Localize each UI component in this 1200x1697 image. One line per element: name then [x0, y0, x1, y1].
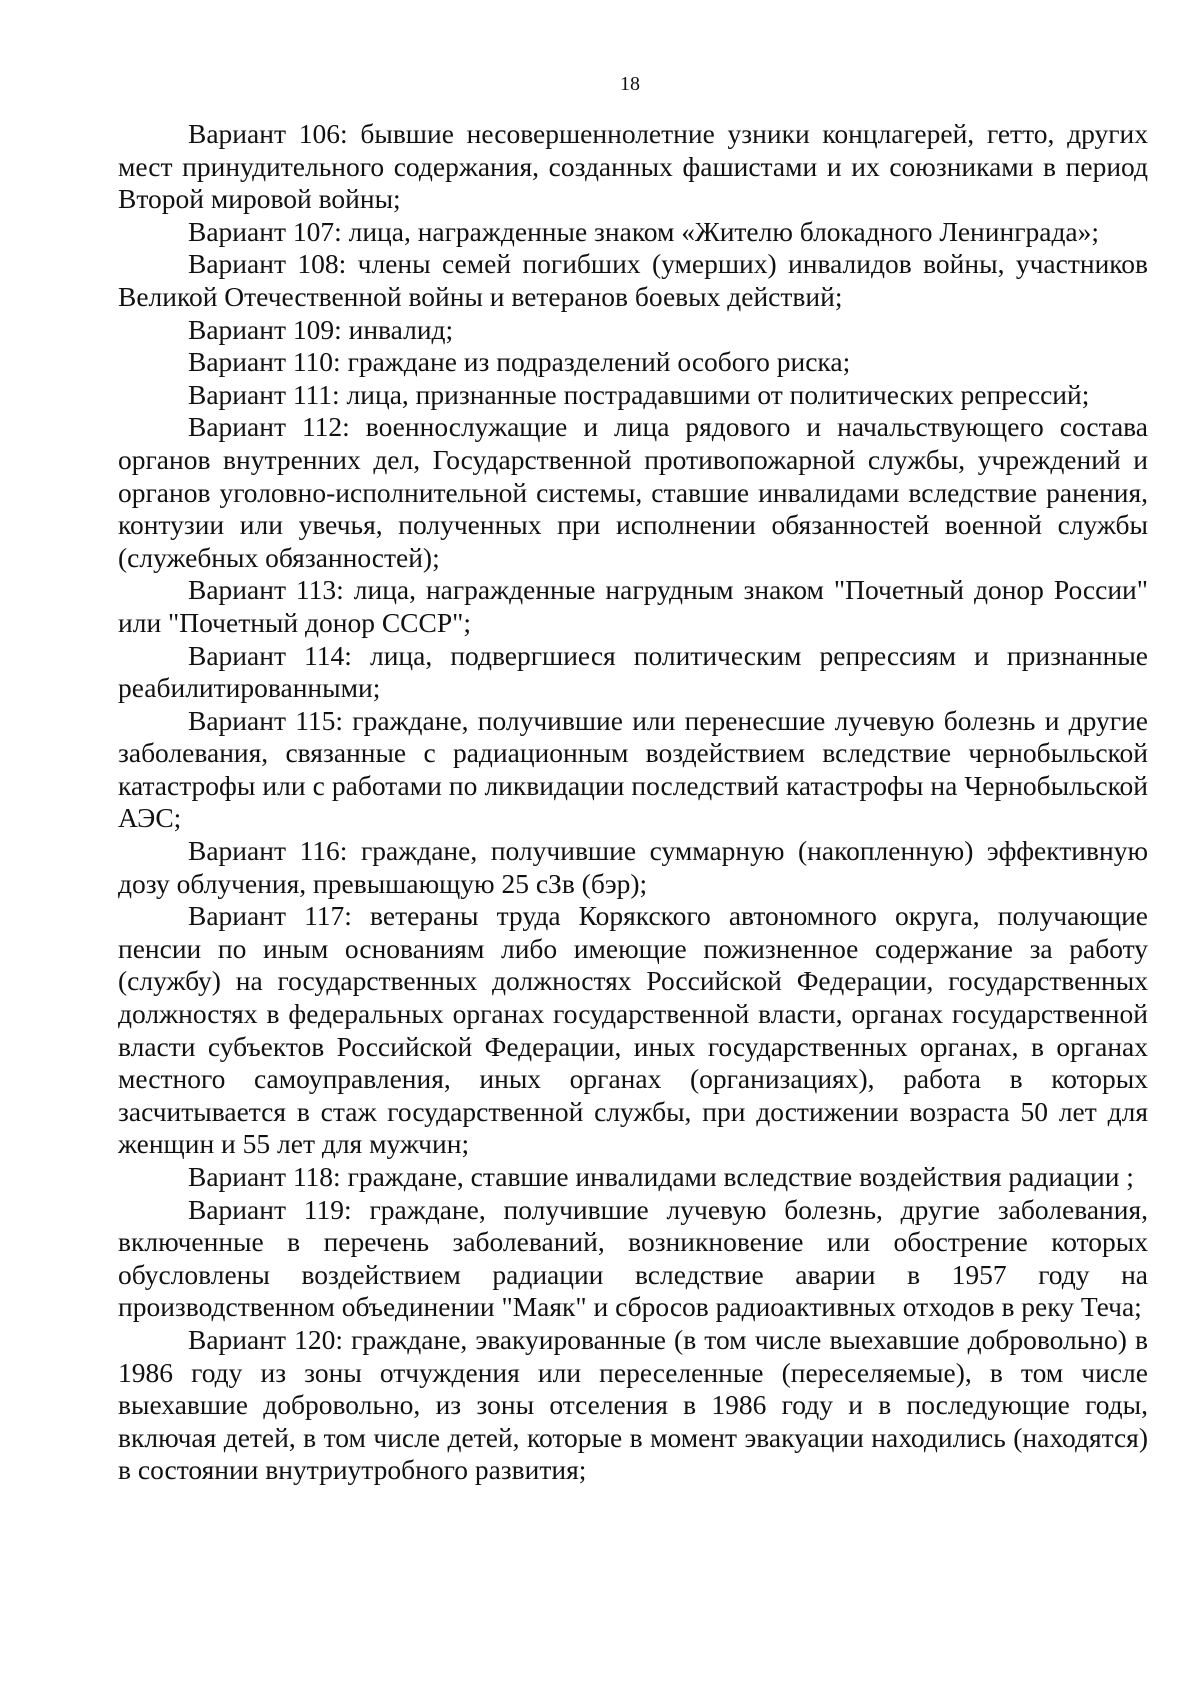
paragraph-variant-109: Вариант 109: инвалид; — [188, 313, 454, 345]
paragraph-variant-116: Вариант 116: граждане, получившие суммарную (накопленную) эффективную дозу облучения, превышающую 25 сЗв (бэр); — [118, 835, 1148, 899]
paragraph-variant-106: Вариант 106: бывшие несовершеннолетние узники концлагерей, гетто, других мест принудительного содержания, созданных фашистами и их союзниками в период Второй мировой войны; — [118, 118, 1148, 215]
page-number: 18 — [620, 73, 640, 95]
paragraph-variant-117: Вариант 117: ветераны труда Корякского автономного округа, получающие пенсии по иным основаниям либо имеющие пожизненное содержание за работу (службу) на государственных должностях Российской Федерации, государственных должностях в федеральных органах государственной власти, органах государственной власти субъектов Российской Федерации, иных государственных органах, в органах местного самоуправления, иных органах (организациях), работа в которых засчитывается в стаж государственной службы, при достижении возраста 50 лет для женщин и 55 лет для мужчин; — [118, 900, 1148, 1160]
paragraph-variant-119: Вариант 119: граждане, получившие лучевую болезнь, другие заболевания, включенные в перечень заболеваний, возникновение или обострение которых обусловлены воздействием радиации вследствие аварии в 1957 году на производственном объединении "Маяк" и сбросов радиоактивных отходов в реку Теча; — [118, 1193, 1148, 1323]
paragraph-variant-118: Вариант 118: граждане, ставшие инвалидами вследствие воздействия радиации ; — [188, 1161, 1134, 1192]
paragraph-variant-115: Вариант 115: граждане, получившие или перенесшие лучевую болезнь и другие заболевания, связанные с радиационным воздействием вследствие чернобыльской катастрофы или с работами по ликвидации последствий катастрофы на Чернобыльской АЭС; — [118, 704, 1148, 834]
paragraph-variant-113: Вариант 113: лица, награжденные нагрудным знаком "Почетный донор России" или "Почетный донор СССР"; — [118, 574, 1148, 638]
paragraph-variant-111: Вариант 111: лица, признанные пострадавшими от политических репрессий; — [188, 378, 1090, 410]
paragraph-variant-120: Вариант 120: граждане, эвакуированные (в том числе выехавшие добровольно) в 1986 году из зоны отчуждения или переселенные (переселяемые), в том числе выехавшие добровольно, из зоны отселения в 1986 году и в последующие годы, включая детей, в том числе детей, которые в момент эвакуации находились (находятся) в состоянии внутриутробного развития; — [118, 1323, 1148, 1486]
document-body — [118, 118, 1148, 1487]
paragraph-variant-107: Вариант 107: лица, награжденные знаком «Жителю блокадного Ленинграда»; — [188, 215, 1100, 247]
paragraph-variant-110: Вариант 110: граждане из подразделений особого риска; — [188, 346, 851, 378]
paragraph-variant-108: Вариант 108: члены семей погибших (умерших) инвалидов войны, участников Великой Отечественной войны и ветеранов боевых действий; — [118, 248, 1148, 312]
paragraph-variant-114: Вариант 114: лица, подвергшиеся политическим репрессиям и признанные реабилитированными; — [118, 639, 1148, 704]
paragraph-variant-112: Вариант 112: военнослужащие и лица рядового и начальствующего состава органов внутренних дел, Государственной противопожарной службы, учреждений и органов уголовно-исполнительной системы, ставшие инвалидами вследствие ранения, контузии или увечья, полученных при исполнении обязанностей военной службы (служебных обязанностей); — [118, 411, 1148, 573]
